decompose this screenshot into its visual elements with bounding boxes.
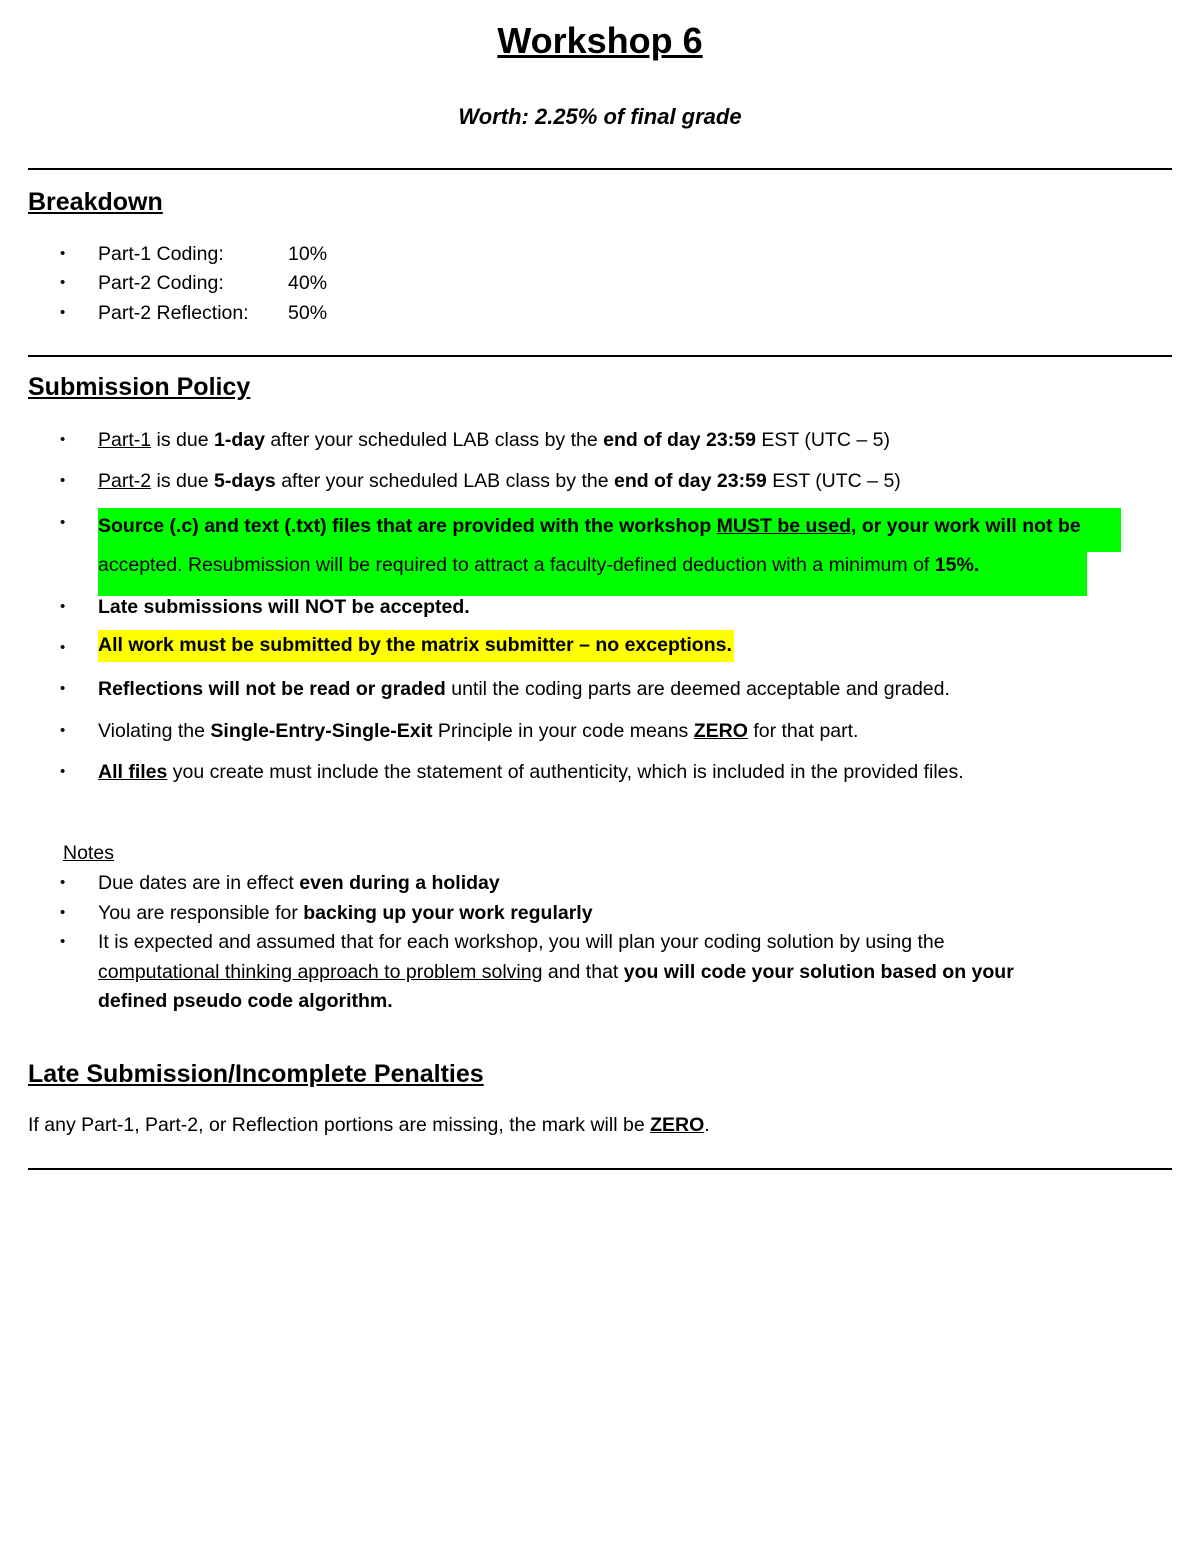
text: ZERO <box>650 1114 705 1136</box>
text: If any Part-1, Part-2, or Reflection portions are missing, the mark will be <box>28 1114 651 1136</box>
divider <box>28 355 1172 357</box>
part2-link-text: Part-2 <box>98 470 152 492</box>
policy-matrix <box>98 632 734 658</box>
bullet-icon: • <box>60 598 66 615</box>
note-holiday <box>98 870 500 896</box>
breakdown-heading: Breakdown <box>28 188 163 216</box>
note-approach-line2 <box>98 959 1014 985</box>
text: 5-days <box>213 470 276 492</box>
text: 15%. <box>934 554 980 576</box>
breakdown-label: Part-2 Coding: <box>98 272 224 294</box>
text: Reflections will not be read or graded <box>98 678 446 700</box>
text: is due <box>151 429 214 451</box>
text: computational thinking approach to problem solving <box>98 961 543 983</box>
text: backing up your work regularly <box>303 902 593 924</box>
page-subtitle: Worth: 2.25% of final grade <box>458 104 742 129</box>
text: 1-day <box>213 429 265 451</box>
text: EST (UTC – 5) <box>766 470 901 492</box>
text: accepted. Resubmission will be required to attract a faculty-defined deduction with a minimum of <box>98 554 935 576</box>
text: You are responsible for <box>98 902 304 924</box>
text: . <box>704 1114 710 1136</box>
policy-part1 <box>98 427 890 453</box>
text: All work must be submitted by the matrix submitter – no exceptions. <box>98 630 734 662</box>
text: and that <box>542 961 624 983</box>
breakdown-pct: 50% <box>288 302 328 324</box>
bullet-icon: • <box>60 904 66 921</box>
policy-late <box>98 594 470 620</box>
text: end of day 23:59 <box>603 429 756 451</box>
page-title: Workshop 6 <box>497 20 703 61</box>
text: EST (UTC – 5) <box>755 429 890 451</box>
bullet-icon: • <box>60 680 66 697</box>
bullet-icon: • <box>60 639 66 656</box>
text: you create must include the statement of authenticity, which is included in the provided files. <box>167 761 964 783</box>
text: Source (.c) and text (.txt) files that are provided with the workshop <box>98 515 717 537</box>
text: for that part. <box>747 720 859 742</box>
text: Late submissions will NOT be accepted. <box>98 596 470 618</box>
divider <box>28 168 1172 170</box>
breakdown-label: Part-2 Reflection: <box>98 302 249 324</box>
note-backup <box>98 900 593 926</box>
note-approach-line3 <box>98 988 393 1014</box>
late-penalties-heading: Late Submission/Incomplete Penalties <box>28 1060 484 1088</box>
bullet-icon: • <box>60 274 66 291</box>
bullet-icon: • <box>60 245 66 262</box>
breakdown-label: Part-1 Coding: <box>98 243 224 265</box>
policy-sese <box>98 718 858 744</box>
submission-policy-heading: Submission Policy <box>28 373 251 401</box>
policy-part2 <box>98 468 901 494</box>
policy-source-files-line2 <box>98 552 1087 596</box>
text: All files <box>98 761 168 783</box>
bullet-icon: • <box>60 431 66 448</box>
bullet-icon: • <box>60 722 66 739</box>
text: after your scheduled LAB class by the <box>275 470 614 492</box>
policy-authenticity <box>98 759 964 785</box>
text: until the coding parts are deemed acceptable and graded. <box>445 678 950 700</box>
bullet-icon: • <box>60 933 66 950</box>
text: Single-Entry-Single-Exit <box>210 720 433 742</box>
text: ZERO <box>693 720 748 742</box>
bullet-icon: • <box>60 763 66 780</box>
note-approach-line1: It is expected and assumed that for each workshop, you will plan your coding solution by using the <box>98 931 945 953</box>
breakdown-pct: 10% <box>288 243 328 265</box>
late-penalties-text <box>28 1114 710 1137</box>
text: end of day 23:59 <box>613 470 767 492</box>
text: is due <box>151 470 214 492</box>
text: defined pseudo code algorithm. <box>98 990 393 1012</box>
breakdown-pct: 40% <box>288 272 328 294</box>
part1-link-text: Part-1 <box>98 429 152 451</box>
notes-label: Notes <box>63 842 114 864</box>
text: or your work will not be <box>856 515 1081 537</box>
text: MUST be used, <box>716 515 857 537</box>
text: Violating the <box>98 720 211 742</box>
bullet-icon: • <box>60 472 66 489</box>
text: you will code your solution based on your <box>623 961 1014 983</box>
divider <box>28 1168 1172 1170</box>
text: Due dates are in effect <box>98 872 300 894</box>
policy-reflections <box>98 676 950 702</box>
text: Principle in your code means <box>432 720 694 742</box>
text: even during a holiday <box>299 872 500 894</box>
bullet-icon: • <box>60 304 66 321</box>
policy-source-files-line1 <box>98 508 1121 552</box>
text: after your scheduled LAB class by the <box>264 429 604 451</box>
bullet-icon: • <box>60 514 66 531</box>
bullet-icon: • <box>60 874 66 891</box>
